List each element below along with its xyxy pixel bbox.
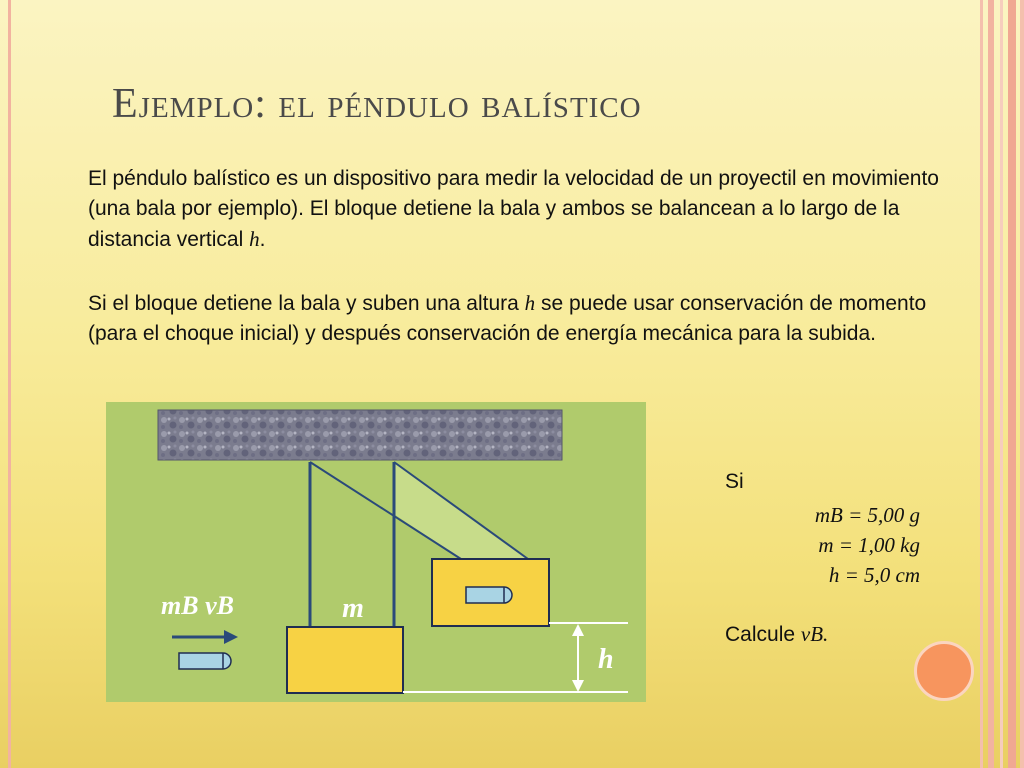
block-rest — [287, 627, 403, 693]
slide-title: Ejemplo: el péndulo balístico — [112, 81, 642, 127]
right-decorative-stripes — [980, 0, 1024, 768]
calculate-var: vB. — [800, 622, 829, 646]
var-h: h — [249, 227, 260, 251]
left-decorative-rule — [8, 0, 11, 768]
embedded-bullet — [466, 587, 512, 603]
paragraph-intro-text: El péndulo balístico es un dispositivo para medir la velocidad de un proyectil en movimiento (una bala por ejemplo). El bloque detiene la bala y ambos se balancean a lo largo de la distancia vertical — [88, 167, 939, 251]
height-label: h — [598, 644, 614, 675]
equation-bullet-mass: mB = 5,00 g — [814, 503, 920, 527]
decorative-orange-circle — [914, 641, 974, 701]
ballistic-pendulum-diagram — [106, 402, 646, 702]
bullet-label: mB vB — [161, 591, 234, 620]
paragraph-intro — [88, 164, 978, 255]
paragraph-conservation-text-a: Si el bloque detiene la bala y suben una altura — [88, 292, 525, 315]
given-intro: Si — [725, 470, 744, 493]
calculate-prompt — [725, 622, 965, 647]
paragraph-conservation — [88, 288, 978, 349]
var-h: h — [524, 291, 536, 315]
paragraph-intro-tail: . — [259, 228, 266, 251]
equation-height: h = 5,0 cm — [828, 563, 920, 587]
calculate-text: Calcule — [725, 623, 801, 646]
paragraph-conservation-text-b: se puede usar conservación de momento (para el choque inicial) y después conservación de energía mecánica para la subida. — [88, 292, 927, 345]
block-mass-label: m — [342, 593, 364, 624]
given-values-panel — [725, 470, 965, 647]
ceiling-support — [158, 410, 562, 460]
equation-block-mass: m = 1,00 kg — [818, 533, 920, 557]
